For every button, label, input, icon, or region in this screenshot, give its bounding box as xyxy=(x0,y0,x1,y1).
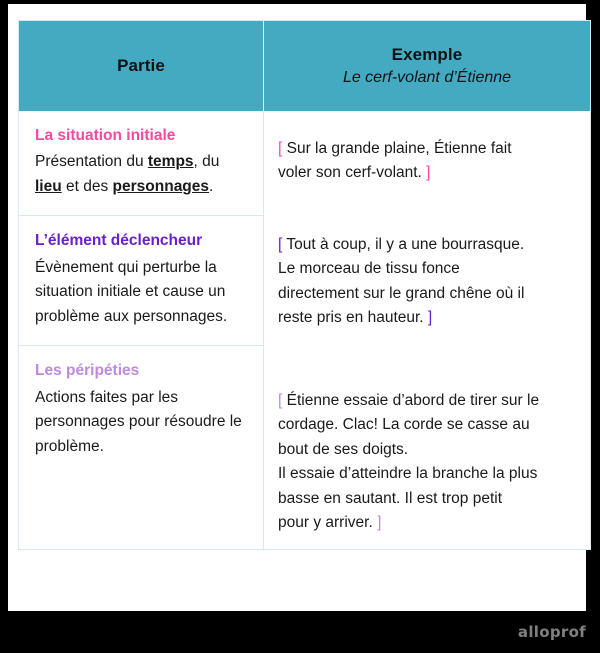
part-title: L’élément déclencheur xyxy=(35,232,203,250)
part-title: La situation initiale xyxy=(35,127,176,144)
header-example-subtitle: Le cerf-volant d’Étienne xyxy=(342,69,512,86)
example-cell-element-declencheur xyxy=(264,215,590,363)
part-cell-situation-initiale xyxy=(19,111,263,216)
part-description: Évènement qui perturbe la situation initiale et cause un problème aux personnages. xyxy=(35,258,228,325)
part-description: Actions faites par les personnages pour résoudre le problème. xyxy=(35,388,242,455)
part-description: Présentation du temps, du lieu et des personnages. xyxy=(35,153,220,195)
example-cell-situation-initiale xyxy=(264,111,590,215)
header-part-label: Partie xyxy=(117,56,165,75)
example-text: [ Sur la grande plaine, Étienne fait voler son cerf-volant. ] xyxy=(278,140,512,182)
example-cell-peripeties xyxy=(264,363,590,549)
column-example xyxy=(264,111,590,549)
story-structure-table xyxy=(18,20,591,550)
header-cell-part xyxy=(19,21,264,111)
table-header-row xyxy=(19,21,590,111)
footer-band xyxy=(0,611,600,653)
page-canvas xyxy=(8,4,586,611)
alloprof-logo: alloprof xyxy=(517,623,586,641)
part-title: Les péripéties xyxy=(35,362,140,380)
header-cell-example xyxy=(264,21,590,111)
example-text: [ Tout à coup, il y a une bourrasque. Le morceau de tissu fonce directement sur le grand chêne où il reste pris en hauteur. ] xyxy=(278,236,525,327)
part-cell-peripeties xyxy=(19,346,263,475)
column-part xyxy=(19,111,264,549)
part-cell-element-declencheur xyxy=(19,216,263,346)
table-body xyxy=(19,111,590,549)
example-text: [ Étienne essaie d’abord de tirer sur le cordage. Clac! La corde se casse au bout de ses doigts. Il essaie d’atteindre la branche la plus basse en sautant. Il est trop petit pour y arriver. ] xyxy=(278,392,540,532)
header-example-label: Exemple xyxy=(391,45,463,64)
